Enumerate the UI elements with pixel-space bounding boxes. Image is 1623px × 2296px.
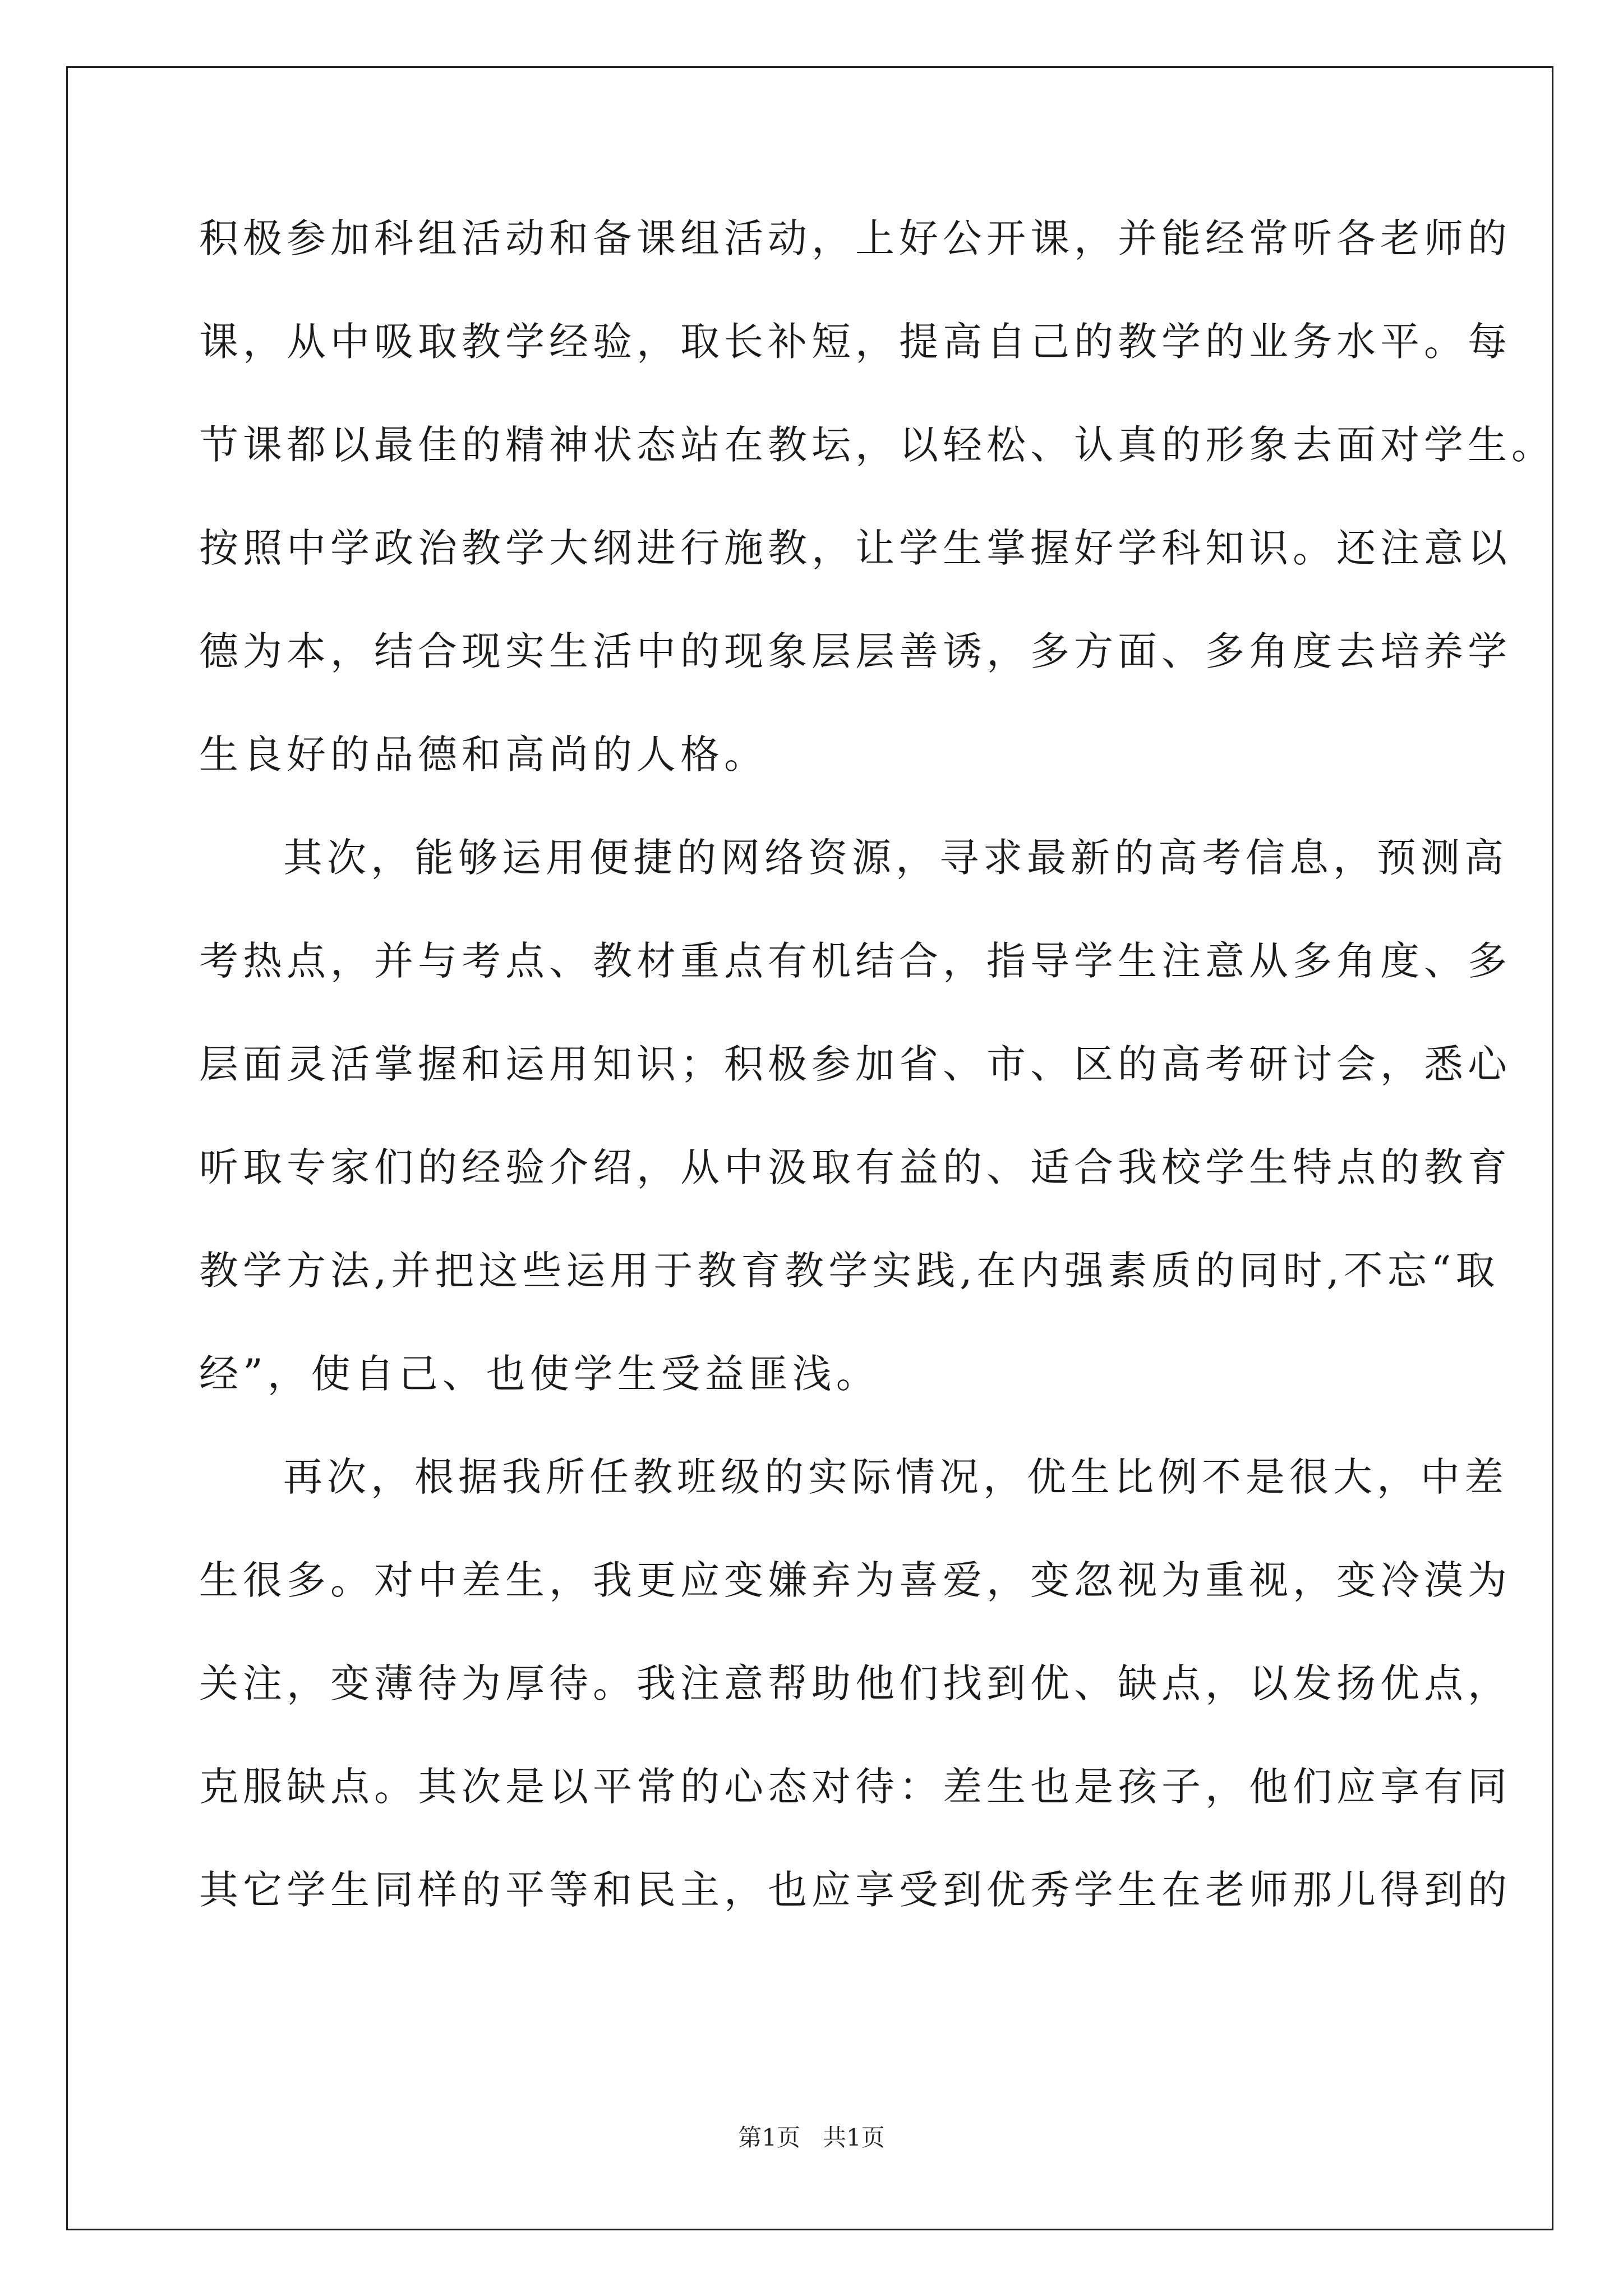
text-line: 生很多。对中差生，我更应变嫌弃为喜爱，变忽视为重视，变冷漠为 (199, 1557, 1511, 1603)
text-line: 再次，根据我所任教班级的实际情况，优生比例不是很大，中差 (283, 1454, 1508, 1500)
text-line: 关注，变薄待为厚待。我注意帮助他们找到优、缺点，以发扬优点， (199, 1660, 1511, 1706)
text-line: 积极参加科组活动和备课组活动，上好公开课，并能经常听各老师的 (199, 215, 1511, 261)
text-line: 其它学生同样的平等和民主，也应享受到优秀学生在老师那儿得到的 (199, 1867, 1511, 1913)
text-line: 听取专家们的经验介绍，从中汲取有益的、适合我校学生特点的教育 (199, 1144, 1511, 1190)
text-line: 教学方法,并把这些运用于教育教学实践,在内强素质的同时,不忘“取 (199, 1248, 1500, 1294)
text-line: 课，从中吸取教学经验，取长补短，提高自己的教学的业务水平。每 (199, 319, 1511, 365)
text-line: 节课都以最佳的精神状态站在教坛，以轻松、认真的形象去面对学生。 (199, 422, 1555, 468)
text-line: 克服缺点。其次是以平常的心态对待：差生也是孩子，他们应享有同 (199, 1764, 1511, 1810)
text-line: 经”，使自己、也使学生受益匪浅。 (199, 1351, 880, 1397)
document-body (199, 215, 1555, 1973)
text-line: 德为本，结合现实生活中的现象层层善诱，多方面、多角度去培养学 (199, 628, 1511, 674)
text-line: 按照中学政治教学大纲进行施教，让学生掌握好学科知识。还注意以 (199, 525, 1511, 571)
text-line: 层面灵活掌握和运用知识；积极参加省、市、区的高考研讨会，悉心 (199, 1041, 1511, 1087)
text-line: 其次，能够运用便捷的网络资源，寻求最新的高考信息，预测高 (283, 835, 1508, 881)
text-line: 生良好的品德和高尚的人格。 (199, 731, 768, 777)
text-line: 考热点，并与考点、教材重点有机结合，指导学生注意从多角度、多 (199, 938, 1511, 984)
page-number-footer: 第1页 共1页 (738, 2124, 885, 2151)
